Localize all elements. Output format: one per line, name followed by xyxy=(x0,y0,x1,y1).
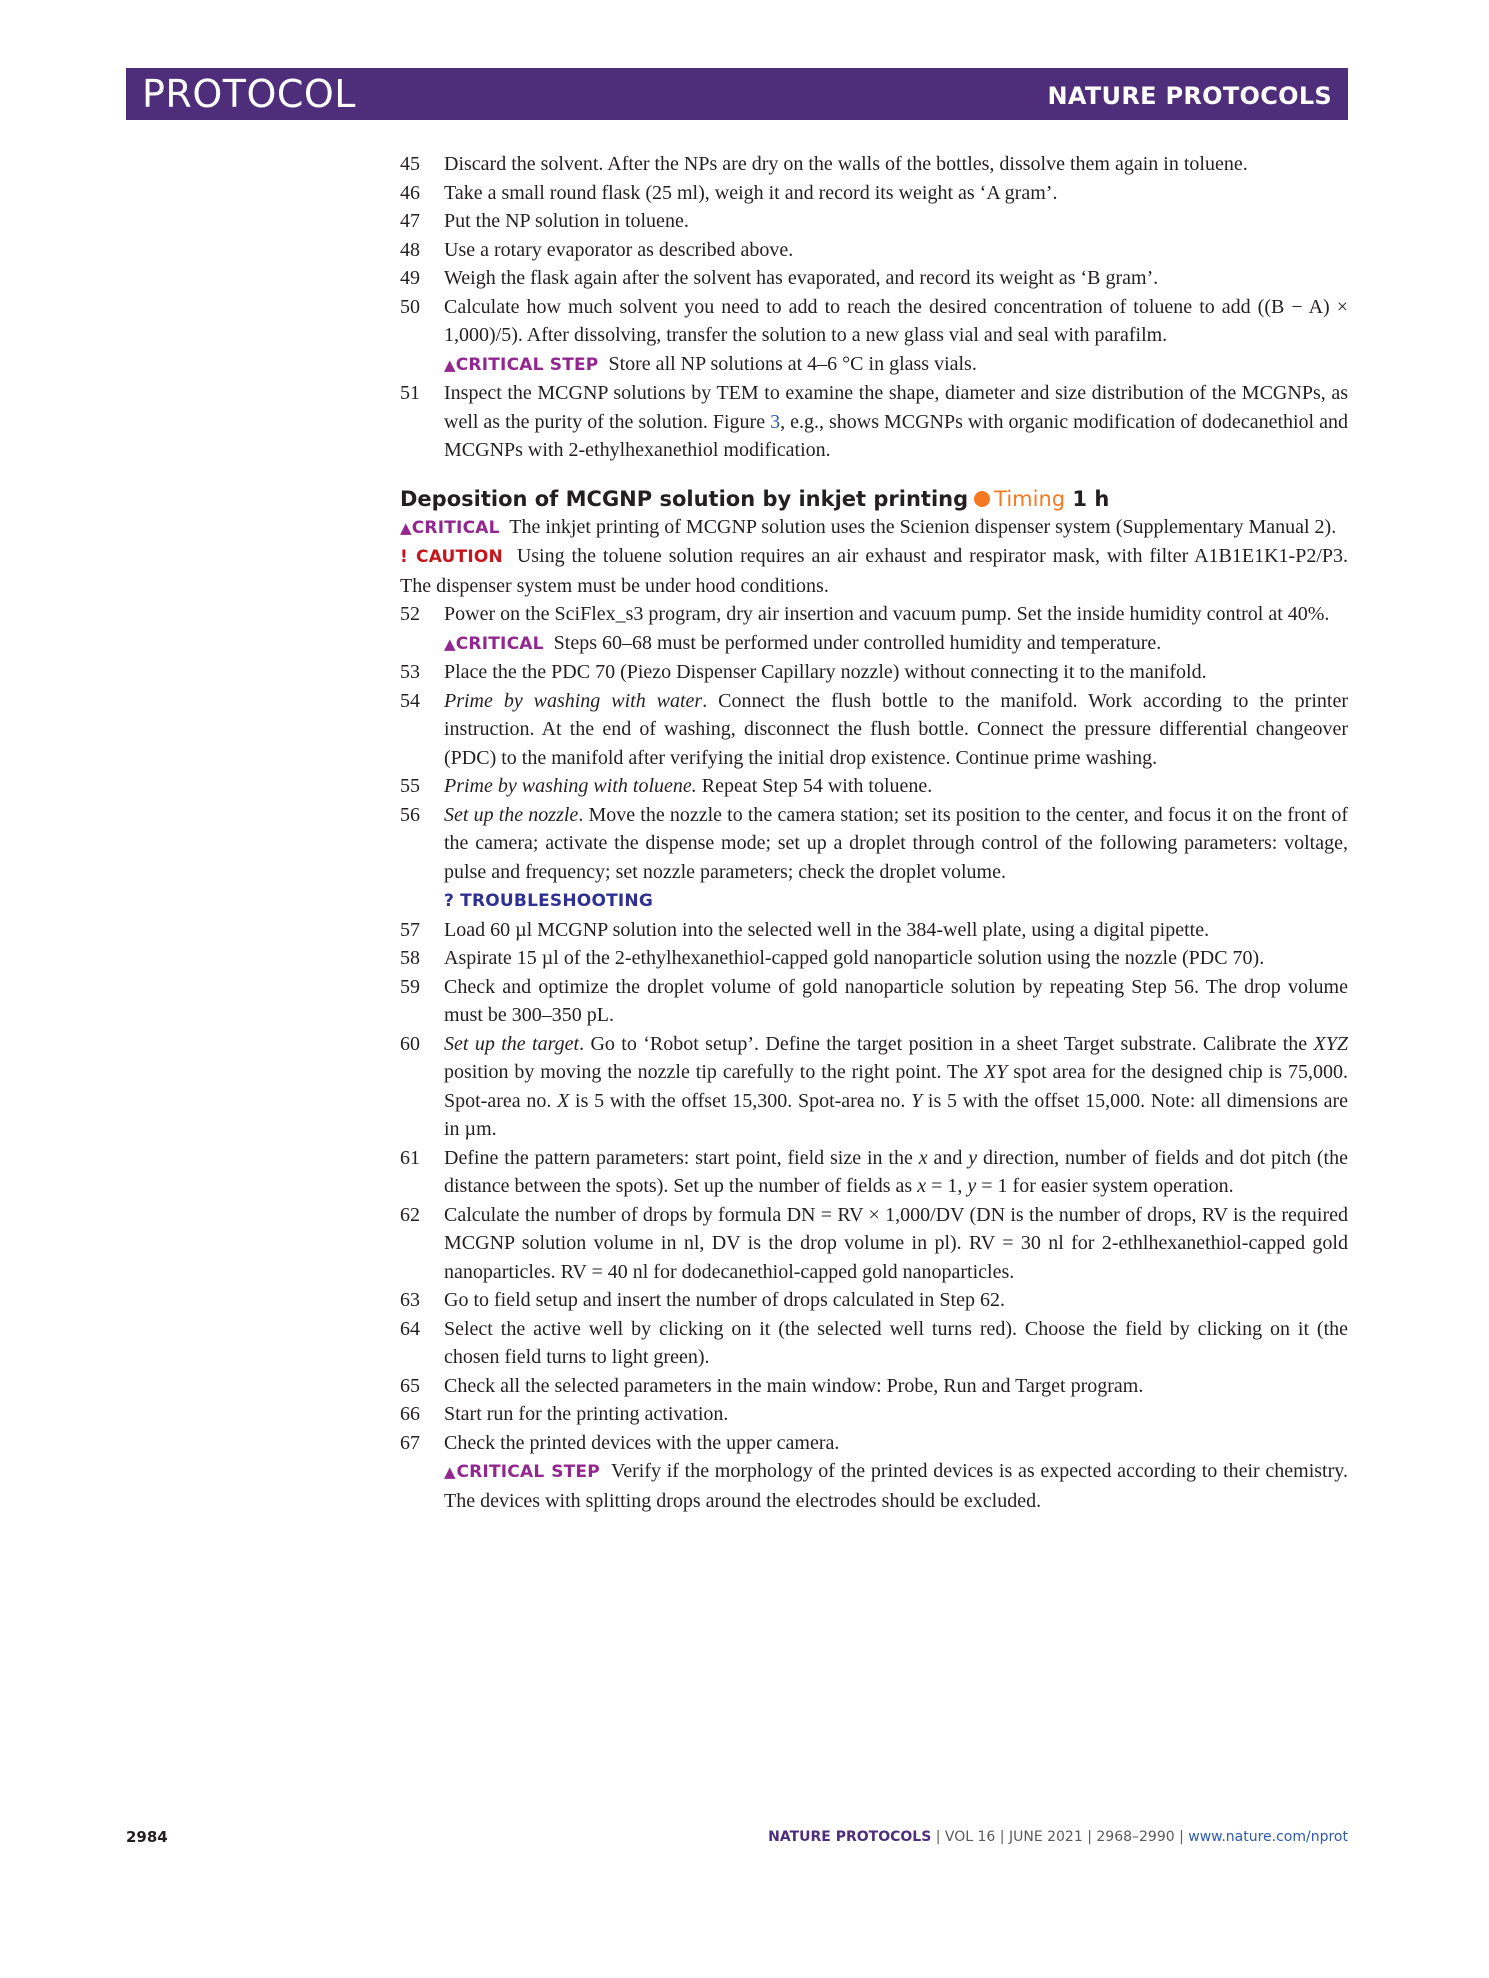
step-51: 51 Inspect the MCGNP solutions by TEM to examine the shape, diameter and size distribution of the MCGNPs, as well as the purity of the solution. Figure 3, e.g., shows MCGNPs with organic modification of dodecanethiol and MCGNPs with 2-ethylhexanethiol modification. xyxy=(400,382,1348,461)
figure-link[interactable]: 3 xyxy=(770,410,781,433)
step-50: 50 Calculate how much solvent you need to add to reach the desired concentration of toluene to add ((B − A) × 1,000)/5). After dissolving, transfer the solution to a new glass vial and seal with parafilm. xyxy=(400,295,1348,346)
step-47: 47 Put the NP solution in toluene. xyxy=(400,210,689,232)
step-58: 58 Aspirate 15 µl of the 2-ethylhexanethiol-capped gold nanoparticle solution using the nozzle (PDC 70). xyxy=(400,947,1265,969)
exclamation-icon: ! xyxy=(400,547,408,567)
step-48: 48 Use a rotary evaporator as described above. xyxy=(400,238,794,261)
timing-dot-icon xyxy=(974,491,990,507)
header-banner xyxy=(126,68,1348,120)
step-67: 67 Check the printed devices with the upper camera. xyxy=(400,1431,840,1454)
page-number: 2984 xyxy=(126,1828,168,1846)
critical-step-67: ▲CRITICAL STEP Verify if the morphology of the printed devices is as expected according to their chemistry. The devices with splitting drops around the electrodes should be excluded. xyxy=(444,1460,1348,1512)
critical-step-52: ▲CRITICAL Steps 60–68 must be performed under controlled humidity and temperature. xyxy=(444,631,1162,654)
step-61: 61 Define the pattern parameters: start point, field size in the x and y direction, number of fields and dot pitch (the distance between the spots). Set up the number of fields as x = 1, y = 1 for easier system operation. xyxy=(400,1146,1348,1197)
step-59: 59 Check and optimize the droplet volume of gold nanoparticle solution by repeating Step 56. The drop volume must be 300–350 pL. xyxy=(400,975,1348,1026)
page-footer xyxy=(126,1828,1348,1848)
step-57: 57 Load 60 µl MCGNP solution into the selected well in the 384-well plate, using a digital pipette. xyxy=(400,918,1210,941)
step-64: 64 Select the active well by clicking on it (the selected well turns red). Choose the field by clicking on it (the chosen field turns to light green). xyxy=(400,1317,1348,1368)
warning-triangle-icon: ▲ xyxy=(444,634,456,653)
step-46: 46 Take a small round flask (25 ml), weigh it and record its weight as ‘A gram’. xyxy=(400,181,1058,204)
critical-step-50: ▲CRITICAL STEP Store all NP solutions at 4–6 °C in glass vials. xyxy=(444,352,977,375)
troubleshooting-link[interactable]: ? TROUBLESHOOTING xyxy=(444,891,654,911)
critical-tag: ▲CRITICAL STEP xyxy=(444,354,599,375)
step-49: 49 Weigh the flask again after the solvent has evaporated, and record its weight as ‘B gram’. xyxy=(400,267,1159,289)
warning-triangle-icon: ▲ xyxy=(444,1463,457,1481)
step-65: 65 Check all the selected parameters in the main window: Probe, Run and Target program. xyxy=(400,1374,1144,1397)
warning-triangle-icon: ▲ xyxy=(444,355,456,374)
step-45: 45 Discard the solvent. After the NPs are dry on the walls of the bottles, dissolve them again in toluene. xyxy=(400,153,1248,175)
step-66: 66 Start run for the printing activation. xyxy=(400,1403,729,1425)
step-55: 55 Prime by washing with toluene. Repeat Step 54 with toluene. xyxy=(400,775,933,797)
journal-label: NATURE PROTOCOLS xyxy=(1047,82,1332,110)
step-60: 60 Set up the target. Go to ‘Robot setup’. Define the target position in a sheet Target substrate. Calibrate the XYZ position by moving the nozzle tip carefully to the right point. The XY spot area for the designed chip is 75,000. Spot-area no. X is 5 with the offset 15,300. Spot-area no. Y is 5 with the offset 15,000. Note: all dimensions are in µm. xyxy=(400,1032,1349,1140)
step-54: 54 Prime by washing with water. Connect the flush bottle to the manifold. Work according to the printer instruction. At the end of washing, disconnect the flush bottle. Connect the pressure differential changeover (PDC) to the manifold after verifying the initial drop existence. Continue prime washing. xyxy=(400,689,1348,769)
warning-triangle-icon: ▲ xyxy=(400,518,412,537)
step-53: 53 Place the the PDC 70 (Piezo Dispenser Capillary nozzle) without connecting it to the manifold. xyxy=(400,661,1207,683)
section-heading: Deposition of MCGNP solution by inkjet printing Timing 1 h xyxy=(400,486,1110,511)
journal-url-link[interactable]: www.nature.com/nprot xyxy=(1188,1829,1348,1845)
step-63: 63 Go to field setup and insert the number of drops calculated in Step 62. xyxy=(400,1289,1005,1311)
section-label: PROTOCOL xyxy=(142,72,356,116)
step-62: 62 Calculate the number of drops by formula DN = RV × 1,000/DV (DN is the number of drops, RV is the required MCGNP solution volume in nl, DV is the drop volume in pl). RV = 30 nl for 2-ethlhexanethiol-capped gold nanoparticles. RV = 40 nl for dodecanethiol-capped gold nanoparticles. xyxy=(400,1203,1348,1283)
article-body xyxy=(400,150,1348,1515)
critical-intro: ▲CRITICAL The inkjet printing of MCGNP solution uses the Scienion dispenser system (Supplementary Manual 2). xyxy=(400,515,1337,538)
citation: NATURE PROTOCOLS | VOL 16 | JUNE 2021 | 2968–2990 | www.nature.com/nprot xyxy=(768,1829,1348,1845)
step-52: 52 Power on the SciFlex_s3 program, dry air insertion and vacuum pump. Set the inside humidity control at 40%. xyxy=(400,603,1330,625)
caution-note: ! CAUTION Using the toluene solution requires an air exhaust and respirator mask, with filter A1B1E1K1-P2/P3. The dispenser system must be under hood conditions. xyxy=(400,545,1349,597)
step-56: 56 Set up the nozzle. Move the nozzle to the camera station; set its position to the center, and focus it on the front of the camera; activate the dispense mode; set up a droplet through control of the following parameters: voltage, pulse and frequency; set nozzle parameters; check the droplet volume. xyxy=(400,803,1348,883)
